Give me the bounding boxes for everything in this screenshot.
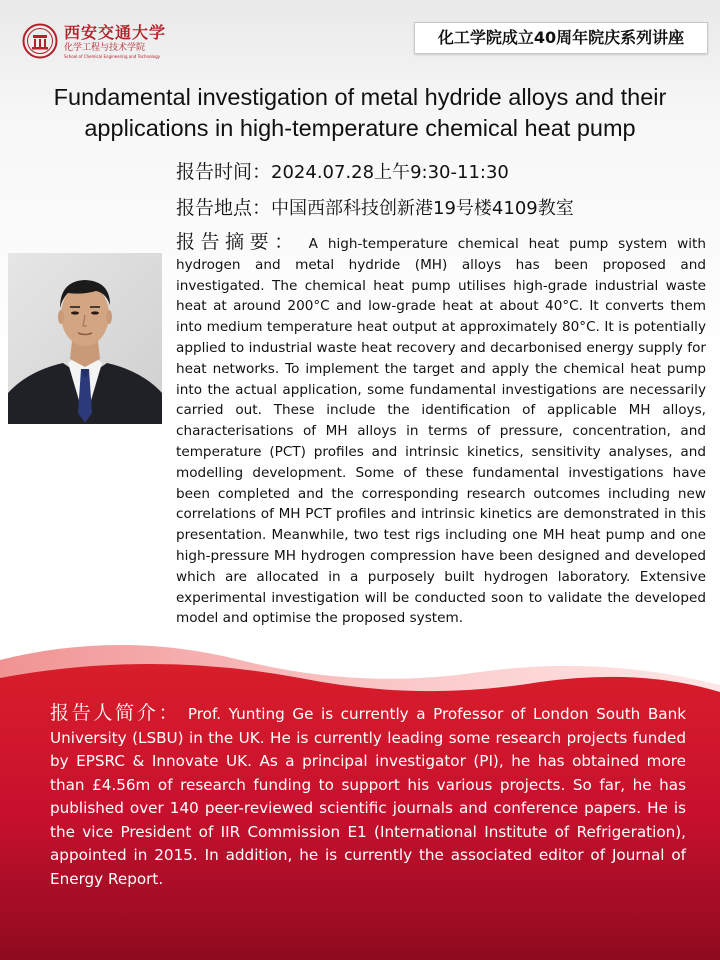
speaker-portrait [8,253,162,424]
university-logo [22,18,172,64]
abstract-label: 报告摘要： [176,231,299,253]
talk-title [20,82,700,144]
place-value: 中国西部科技创新港19号楼4109教室 [271,198,574,219]
logo-text [64,24,166,59]
place-label: 报告地点： [176,197,272,219]
abstract-text: A high-temperature chemical heat pump system with hydrogen and metal hydride (MH) alloys has been proposed and investigated. The chemical heat pump utilises high-grade industrial waste heat at around 200°C and low-grade heat at about 40°C. It converts them into medium temperature heat output at approximately 80°C. It is potentially applied to industrial waste heat recovery and decarbonised energy supply for heat networks. To implement the target and apply the chemical heat pump into the actual application, some fundamental investigations are necessarily carried out. These include the identification of applicable MH alloys, characterisations of MH alloys in terms of pressure, concentration, and temperature (PCT) profiles and intrinsic kinetics, sensitivity analyses, and modelling development. Some of these fundamental investigations have been completed and the corresponding research outcomes including new correlations of MH PCT profiles and intrinsic kinetics are demonstrated in this presentation. Meanwhile, two test rigs including one MH heat pump and one high-pressure MH hydrogen compression have been designed and developed which are allocated in a purposely built hydrogen laboratory. Extensive experimental investigation will be conducted soon to validate the developed model and optimise the proposed system. [176,236,706,627]
speaker-photo [8,253,162,424]
talk-place [176,196,574,221]
time-label: 报告时间： [176,161,272,183]
talk-time [176,160,509,185]
school-name-en: School of Chemical Engineering and Technology [64,53,160,59]
series-banner: 化工学院成立40周年院庆系列讲座 [414,22,708,54]
bio-label: 报告人简介： [50,702,181,724]
school-name: 化学工程与技术学院 [64,42,146,53]
bio-text: Prof. Yunting Ge is currently a Professor of London South Bank University (LSBU) in the UK. He is currently leading some research projects funded by EPSRC & Innovate UK. As a principal investigator (PI), he has obtained more than £4.56m of research funding to support his various projects. So far, he has published over 140 peer-reviewed scientific journals and conference papers. He is the vice President of IIR Commission E1 (International Institute of Refrigeration), appointed in 2015. In addition, he is currently the associated editor of Journal of Energy Report. [50,705,686,888]
time-value: 2024.07.28上午9:30-11:30 [271,162,509,183]
university-seal-icon [22,23,58,59]
abstract [176,232,706,629]
university-name: 西安交通大学 [64,22,167,42]
speaker-bio [50,702,686,891]
talk-title-line2: applications in high-temperature chemical heat pump [84,115,636,141]
talk-title-line1: Fundamental investigation of metal hydride alloys and their [53,84,667,110]
